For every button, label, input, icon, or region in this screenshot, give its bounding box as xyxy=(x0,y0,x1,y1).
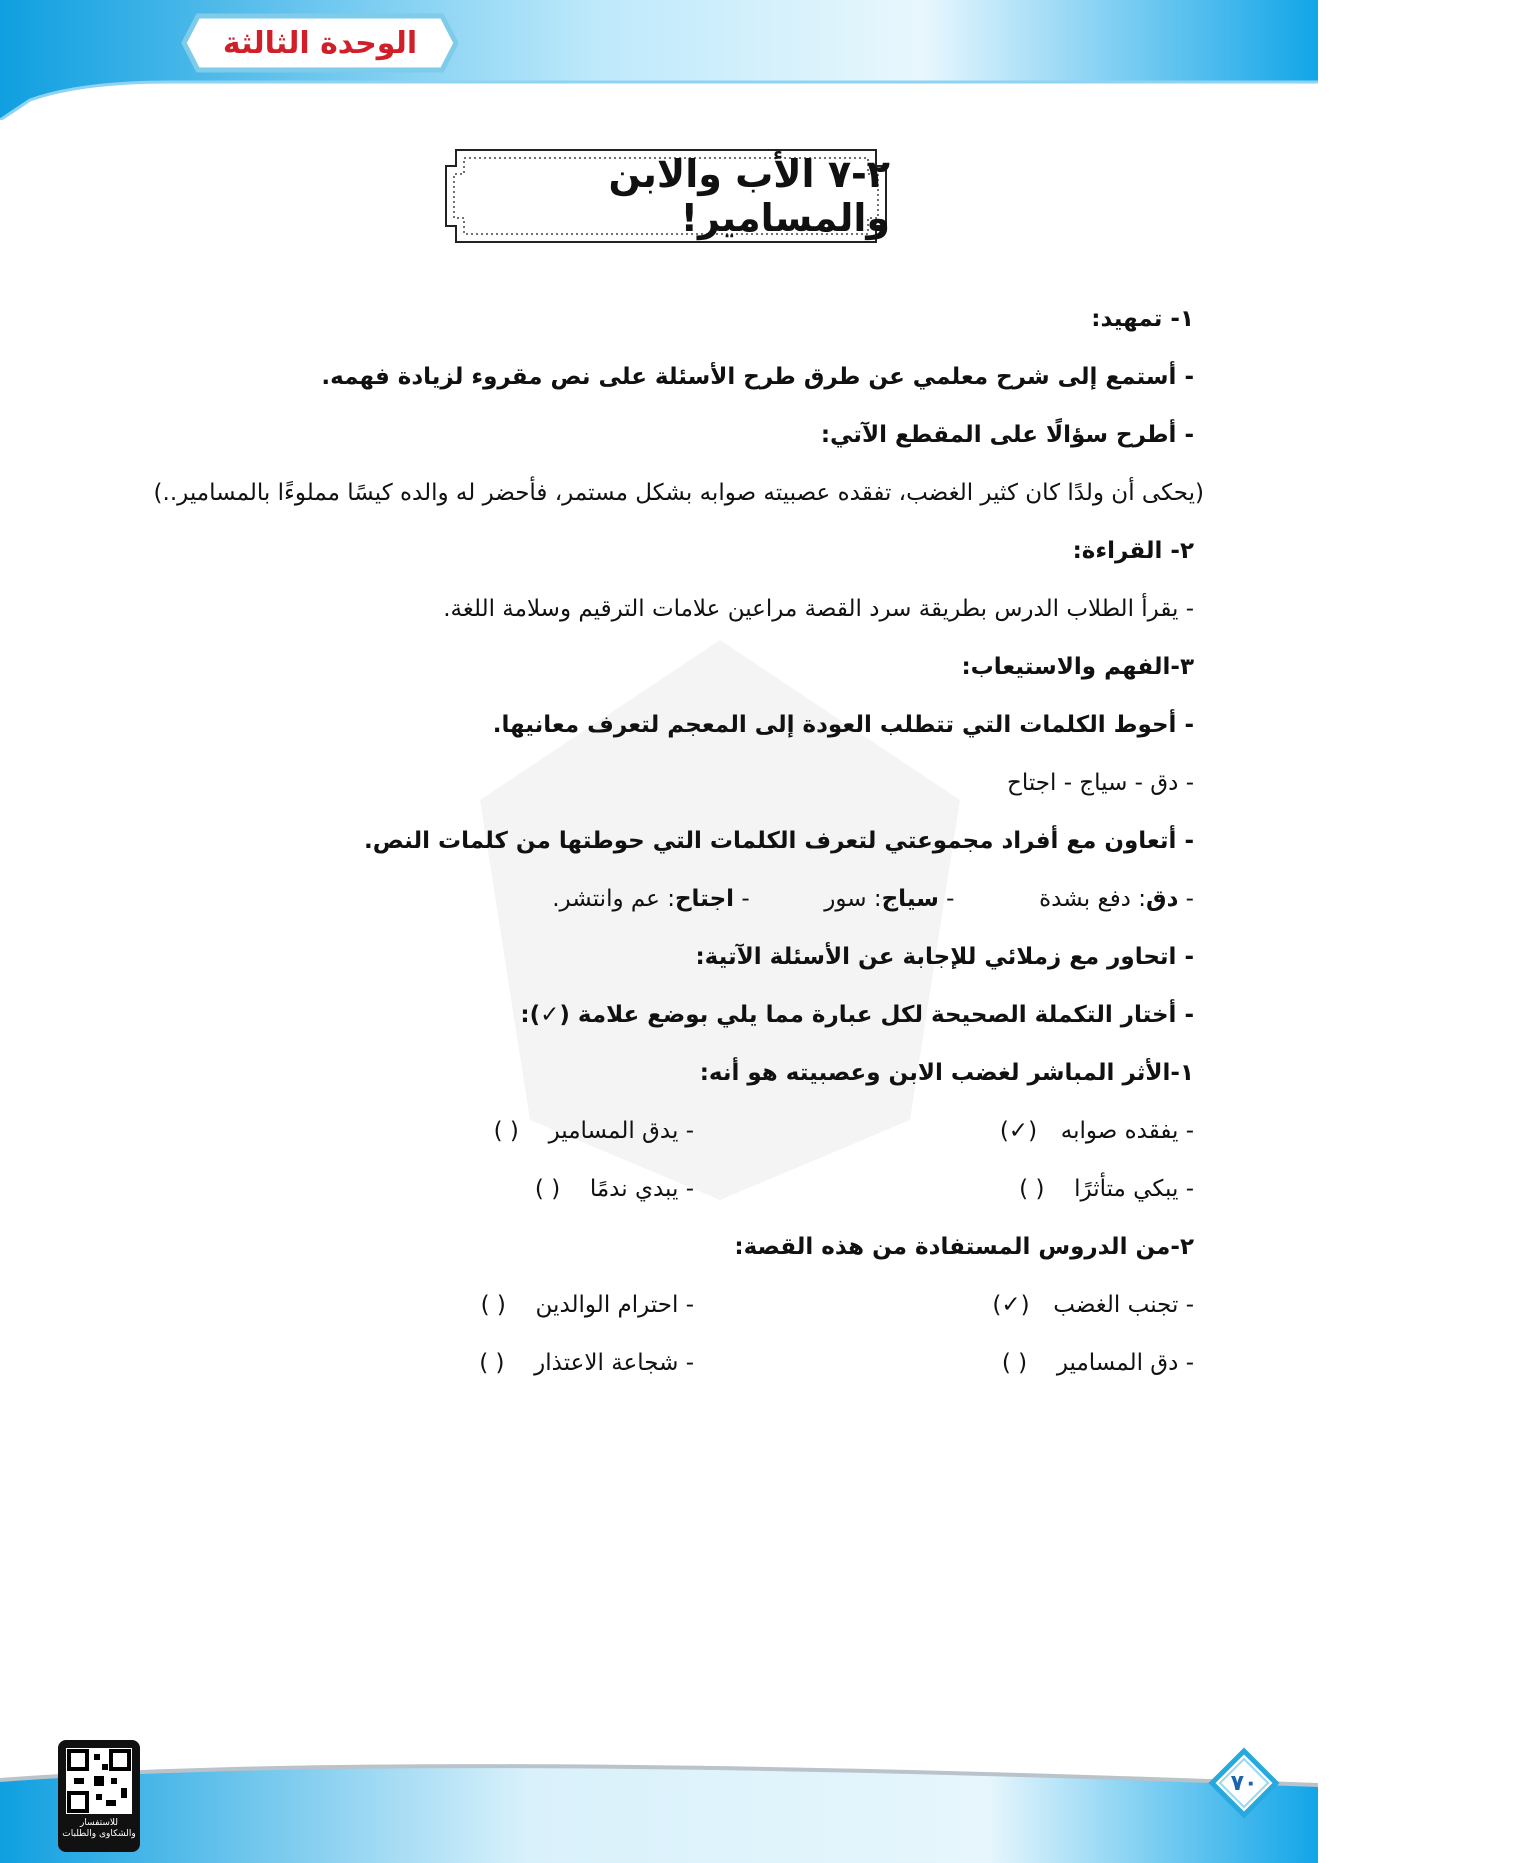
qr-code[interactable] xyxy=(58,1740,140,1852)
story-excerpt: (يحكى أن ولدًا كان كثير الغضب، تفقده عصبيته صوابه بشكل مستمر، فأحضر له والده كيسًا مملوءًا بالمسامير..) xyxy=(153,480,1204,506)
definition-item: - سياج: سور xyxy=(824,886,955,912)
instruction-ask: - أطرح سؤالًا على المقطع الآتي: xyxy=(820,422,1194,448)
instruction-listen: - أستمع إلى شرح معلمي عن طرق طرح الأسئلة على نص مقروء لزيادة فهمه. xyxy=(321,364,1194,390)
options-row xyxy=(74,1334,1194,1392)
circled-words: - دق - سياج - اجتاح xyxy=(1006,770,1194,796)
answer-mark[interactable]: ( ) xyxy=(534,1176,561,1202)
unit-title: الوحدة الثالثة xyxy=(222,25,418,61)
section-heading-intro: ١- تمهيد: xyxy=(1091,306,1194,332)
option-item: - يفقده صوابه (✓) xyxy=(694,1102,1194,1160)
options-row xyxy=(74,1160,1194,1218)
option-item: - دق المسامير ( ) xyxy=(694,1334,1194,1392)
option-item: - يدق المسامير ( ) xyxy=(294,1102,694,1160)
page-number: ٧٠ xyxy=(1230,1770,1258,1796)
qr-icon xyxy=(66,1748,132,1814)
footer-band xyxy=(0,1740,1318,1863)
qr-caption: للاستفسار والشكاوى والطلبات xyxy=(62,1818,136,1839)
instruction-choose: - أختار التكملة الصحيحة لكل عبارة مما يلي بوضع علامة (✓): xyxy=(520,1002,1194,1028)
instruction-circle-words: - أحوط الكلمات التي تتطلب العودة إلى المعجم لتعرف معانيها. xyxy=(492,712,1194,738)
answer-mark[interactable]: ( ) xyxy=(1019,1176,1045,1202)
lesson-content xyxy=(74,290,1204,1392)
option-item: - احترام الوالدين ( ) xyxy=(294,1276,694,1334)
definition-item: - اجتاح: عم وانتشر. xyxy=(552,886,750,912)
instruction-discuss: - اتحاور مع زملائي للإجابة عن الأسئلة الآتية: xyxy=(695,944,1194,970)
option-item: - شجاعة الاعتذار ( ) xyxy=(294,1334,694,1392)
section-heading-comprehension: ٣-الفهم والاستيعاب: xyxy=(961,654,1194,680)
definition-item: - دق: دفع بشدة xyxy=(1039,886,1194,912)
option-item: - تجنب الغضب (✓) xyxy=(694,1276,1194,1334)
section-heading-reading: ٢- القراءة: xyxy=(1072,538,1194,564)
instruction-cooperate: - أتعاون مع أفراد مجموعتي لتعرف الكلمات التي حوطتها من كلمات النص. xyxy=(363,828,1194,854)
question-2: ٢-من الدروس المستفادة من هذه القصة: xyxy=(734,1234,1194,1260)
answer-mark[interactable]: (✓) xyxy=(999,1118,1038,1144)
options-row xyxy=(74,1276,1194,1334)
answer-mark[interactable]: ( ) xyxy=(479,1350,505,1376)
answer-mark[interactable]: ( ) xyxy=(493,1118,519,1144)
page-margin xyxy=(1318,0,1521,1863)
reading-instruction: - يقرأ الطلاب الدرس بطريقة سرد القصة مراعين علامات الترقيم وسلامة اللغة. xyxy=(443,596,1194,622)
answer-mark[interactable]: (✓) xyxy=(992,1292,1030,1318)
definitions-row xyxy=(74,870,1194,928)
question-1: ١-الأثر المباشر لغضب الابن وعصبيته هو أنه: xyxy=(699,1060,1194,1086)
answer-mark[interactable]: ( ) xyxy=(1001,1350,1028,1376)
lesson-title: ٢-٧ الأب والابن والمسامير! xyxy=(608,152,890,240)
option-item: - يبكي متأثرًا ( ) xyxy=(694,1160,1194,1218)
options-row xyxy=(74,1102,1194,1160)
option-item: - يبدي ندمًا ( ) xyxy=(294,1160,694,1218)
answer-mark[interactable]: ( ) xyxy=(480,1292,506,1318)
